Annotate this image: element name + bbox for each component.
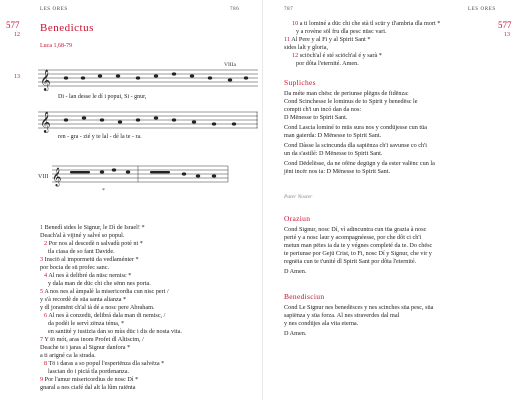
left-running-head: LES ORES	[40, 7, 68, 12]
verse-8a: 8 Tö i daras a so popul l'esperiënza dla salvëza *	[44, 360, 165, 367]
score-lyrics-line-2: ren - gra - zié y te lal - dé la te - ra.	[58, 134, 142, 140]
verse-4a: 4 Al nes à delibré da nüsc nemisc *	[44, 272, 132, 279]
benedisciun-line-2: sapiënza y süa forza. Al nes straverdes dal mal	[284, 312, 400, 319]
benedisciun-amen: D Amen.	[284, 330, 307, 337]
verse-2a: 2 Por nos al descedè n salvadù poté nt *	[44, 240, 143, 247]
left-margin-score-number: 13	[14, 74, 20, 80]
supliche-3a: Cond Dàsse la scincunda dla sapiënza ch'i savunse co ch'i	[284, 142, 427, 149]
right-page	[264, 0, 528, 400]
supliche-2a: Cond Lascia lominé to müs sura nos y condüjesse cun tüa	[284, 124, 427, 131]
verse-3b: por bocia de sü profec sanc.	[40, 264, 110, 271]
verse-3a: 3 Insciö al impormetü da vedlaménter *	[40, 256, 139, 263]
verse-7c: a ti arigné ca la strada.	[40, 352, 96, 359]
right-running-head: LES ORES	[468, 7, 496, 12]
score-chant-1	[38, 56, 258, 140]
oraziun-amen: D Amen.	[284, 268, 307, 275]
verse-6c: en santité y iustizia dan so mùs düc i dis de nosta vita.	[48, 328, 182, 335]
right-margin-number: 577	[498, 20, 512, 30]
verse-5c: y dl joramënt ch'al tà dé a nosc pere Abraham.	[40, 304, 155, 311]
left-page-number: 786	[230, 7, 240, 12]
oraziun-line-2: perié y a nosc laur y acompagnéesse, por che dôt ci ch'i	[284, 234, 422, 241]
oraziun-line-3: metun man pëies ia da te y végnes completé da te. Do chësc	[284, 242, 433, 249]
benedisciun-line-3: y nes condüjes ala vita eterna.	[284, 320, 359, 327]
svg-text:𝄞: 𝄞	[52, 169, 62, 186]
benedisciun-heading: Benedisciun	[284, 292, 325, 301]
verse-7b: Deache te i jaras al Signur danfora *	[40, 344, 131, 351]
verse-9a: 9 Por l'amur misericordius de nosc Dì *	[40, 376, 139, 383]
canticle-reference: Luca 1,68-79	[40, 43, 72, 49]
score-psalm-tone	[38, 158, 258, 202]
supliches-intro-2: Cond Scinchesse le lominus de to Spirit y benedësc le	[284, 98, 418, 105]
oraziun-heading: Oraziun	[284, 214, 311, 223]
oraziun-line-1: Cond Signur, nosc Dí, vì adincuntra cun tüa grazia à nosc	[284, 226, 427, 233]
supliche-2b: man gaierda: D Mënesse to Spirit Sant.	[284, 132, 382, 139]
verse-1b: Deach'al à vijiné y salvé so popul.	[40, 232, 125, 239]
verse-4b: y dala man de düc chi che sënn nes porta.	[48, 280, 151, 287]
supliches-heading: Supliches	[284, 78, 316, 87]
verse-12b: por dôta l'eternité. Amen.	[296, 60, 359, 67]
svg-text:𝄞: 𝄞	[40, 70, 51, 90]
left-margin-number: 577	[6, 20, 20, 30]
verse-10b: y a rovène söl fru dla pesc nüsc vari.	[296, 28, 387, 35]
psalm-tone-mode: VIII	[38, 174, 49, 180]
oraziun-line-5: regnëia cun te t'unité dl Spirit Sant por dôta l'eternité.	[284, 258, 417, 265]
verse-1a: 1 Benedì sides le Signur, le Dì de Israel! *	[40, 224, 145, 231]
verse-2b: tla ciasa de so fant Davide.	[48, 248, 115, 255]
verse-6b: da podéi le servì zënza téma, *	[48, 320, 125, 327]
oraziun-line-4: te periunse por Gejü Crist, to Fi, nosc Dí y Signur, che vir y	[284, 250, 432, 257]
supliches-intro-3: compit ch'i un incó dan da nos:	[284, 106, 362, 113]
verse-5b: y s'à recordè de süa santa alianza *	[40, 296, 127, 303]
benedisciun-line-1: Cond Le Signur nes benedësces y nes scinches süa pesc, süa	[284, 304, 434, 311]
verse-11a: 11 Al Pere y al Fi y al Spirit Sant *	[284, 36, 371, 43]
left-margin-subnumber: 12	[14, 32, 20, 38]
supliche-4a: Cond Dëdelësse, da ne ofëne degügn y da ester valënc cun la	[284, 160, 435, 167]
supliches-intro-1: Da méte man chësc de periunse plëgns de fidënza:	[284, 90, 409, 97]
supliche-response-1: D Mënesse to Spirit Sant.	[284, 114, 348, 121]
verse-10a: 10 a ti lominé a düc chi che stà tl scür y tl'ambria dla mort *	[292, 20, 441, 27]
canticle-title: Benedictus	[40, 22, 94, 34]
svg-text:*: *	[102, 188, 105, 194]
supliche-3b: un da s'astilé: D Mënesse to Spirit Sant.	[284, 150, 383, 157]
score-lyrics-line-1: Di - lan desse le dí i popui, Si - gnur,	[58, 94, 147, 100]
verse-11b: sides lalt y gloria,	[284, 44, 328, 51]
pater-noster: Pater Noster	[284, 194, 313, 200]
verse-7a: 7 Y tö mót, aras inom Profet dl Altiscim, /	[40, 336, 144, 343]
verse-6a: 6 Al nes à conzedü, delibrá dala man di nemisc, /	[44, 312, 166, 319]
verse-9b: gnaral a nes ciafé dal alt la lûm raiënta	[40, 384, 136, 391]
supliche-4b: jënt incër nos ia: D Mënesse to Spirit Sant.	[284, 168, 391, 175]
right-page-number: 787	[284, 7, 294, 12]
gutter	[262, 0, 263, 400]
svg-text:𝄞: 𝄞	[40, 112, 51, 132]
right-margin-subnumber: 13	[504, 32, 510, 38]
score-mode-label: VIIIa	[224, 62, 236, 68]
verse-5a: 5 A nos nes al àmpalè la misericordia cun nisc peri /	[40, 288, 169, 295]
verse-12a: 12 sciöch'al é sté sciöch'al é y sarà *	[292, 52, 382, 59]
verse-8b: lascian do i piciá tla pordenanza.	[48, 368, 130, 375]
